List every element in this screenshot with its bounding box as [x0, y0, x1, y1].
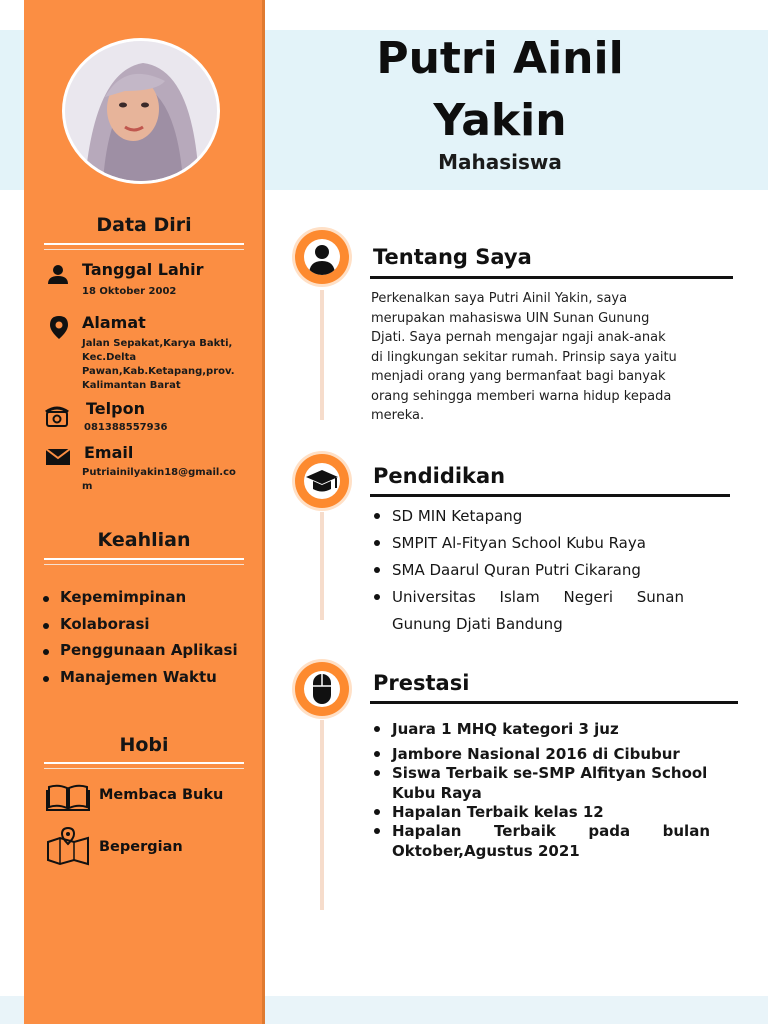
section-rule	[44, 249, 244, 250]
list-item-line: Universitas Islam Negeri Sunan	[392, 588, 684, 606]
list-item	[372, 821, 710, 861]
section-title-achievements: Prestasi	[373, 671, 470, 695]
email-label: Email	[84, 443, 134, 462]
map-icon	[46, 826, 90, 866]
person-name-line: Yakin	[433, 95, 567, 146]
profile-photo	[62, 38, 220, 184]
profile-photo-illustration	[65, 41, 217, 181]
address-line: Pawan,Kab.Ketapang,prov.	[82, 366, 235, 377]
user-icon	[304, 239, 340, 275]
timeline-marker-inner	[304, 671, 340, 707]
list-item: SMPIT Al-Fityan School Kubu Raya	[372, 530, 684, 557]
timeline-marker-inner	[304, 239, 340, 275]
about-line: di lingkungan sekitar rumah. Prinsip saya yaitu	[371, 349, 677, 365]
sidebar-edge	[262, 0, 265, 1024]
section-rule	[370, 701, 738, 704]
email-value: Putriainilyakin18@gmail.co	[82, 467, 236, 478]
list-item: Kolaborasi	[40, 615, 238, 642]
about-line: merupakan mahasiswa UIN Sunan Gunung	[371, 310, 650, 326]
person-name	[320, 28, 680, 152]
person-role: Mahasiswa	[438, 150, 562, 174]
mouse-icon	[304, 671, 340, 707]
section-rule	[370, 494, 730, 497]
timeline-marker-inner	[304, 463, 340, 499]
list-item-line: Hapalan Terbaik pada bulan	[392, 822, 710, 840]
timeline-marker	[295, 662, 349, 716]
list-item-line: Kubu Raya	[392, 784, 482, 802]
about-text	[371, 289, 731, 426]
address-line: Jalan Sepakat,Karya Bakti,	[82, 338, 233, 349]
list-item: Jambore Nasional 2016 di Cibubur	[372, 744, 710, 764]
graduation-cap-icon	[304, 463, 340, 499]
section-title-about: Tentang Saya	[373, 245, 532, 269]
section-rule	[44, 762, 244, 764]
person-name-line: Putri Ainil	[376, 33, 624, 84]
list-item-line: Oktober,Agustus 2021	[392, 842, 580, 860]
telephone-icon	[44, 403, 70, 429]
list-item	[372, 763, 710, 803]
open-book-icon	[46, 782, 90, 812]
list-item: Juara 1 MHQ kategori 3 juz	[372, 719, 710, 739]
hobby-label: Bepergian	[99, 839, 183, 855]
education-list	[372, 503, 684, 638]
list-item: SD MIN Ketapang	[372, 503, 684, 530]
section-title-data-diri: Data Diri	[96, 214, 192, 236]
phone-label: Telpon	[86, 399, 145, 418]
section-rule	[44, 558, 244, 560]
skills-list	[40, 588, 238, 694]
section-title-keahlian: Keahlian	[97, 529, 191, 551]
achievements-list	[372, 719, 710, 860]
section-rule	[44, 564, 244, 565]
about-line: Djati. Saya pernah mengajar ngaji anak-anak	[371, 330, 666, 345]
envelope-icon	[45, 444, 71, 470]
address-line: Kec.Delta	[82, 352, 137, 363]
about-line: mereka.	[371, 408, 425, 423]
section-rule	[44, 768, 244, 769]
list-item-line: Siswa Terbaik se-SMP Alfityan School	[392, 764, 708, 782]
timeline-marker	[295, 230, 349, 284]
about-line: Perkenalkan saya Putri Ainil Yakin, saya	[371, 291, 628, 306]
hobby-label: Membaca Buku	[99, 787, 224, 803]
about-line: orang sehingga memberi warna hidup kepada	[371, 388, 672, 404]
section-title-education: Pendidikan	[373, 464, 506, 488]
address-line: Kalimantan Barat	[82, 380, 181, 391]
list-item: Kepemimpinan	[40, 588, 238, 615]
timeline-line	[320, 290, 324, 420]
section-rule	[44, 243, 244, 245]
list-item: SMA Daarul Quran Putri Cikarang	[372, 557, 684, 584]
list-item	[372, 584, 684, 638]
list-item: Penggunaan Aplikasi	[40, 641, 238, 668]
about-line: menjadi orang yang bermanfaat bagi banyak	[371, 369, 666, 384]
list-item-line: Gunung Djati Bandung	[392, 615, 563, 633]
timeline-line	[320, 512, 324, 620]
birth-value: 18 Oktober 2002	[82, 286, 177, 297]
list-item: Manajemen Waktu	[40, 668, 238, 695]
birth-label: Tanggal Lahir	[82, 260, 204, 279]
address-label: Alamat	[82, 313, 146, 332]
list-item: Hapalan Terbaik kelas 12	[372, 802, 710, 822]
location-pin-icon	[46, 314, 72, 340]
phone-value: 081388557936	[84, 422, 168, 433]
person-icon	[45, 262, 71, 288]
timeline-line	[320, 720, 324, 910]
email-value: m	[82, 481, 93, 492]
section-title-hobi: Hobi	[119, 734, 169, 756]
section-rule	[370, 276, 733, 279]
timeline-marker	[295, 454, 349, 508]
